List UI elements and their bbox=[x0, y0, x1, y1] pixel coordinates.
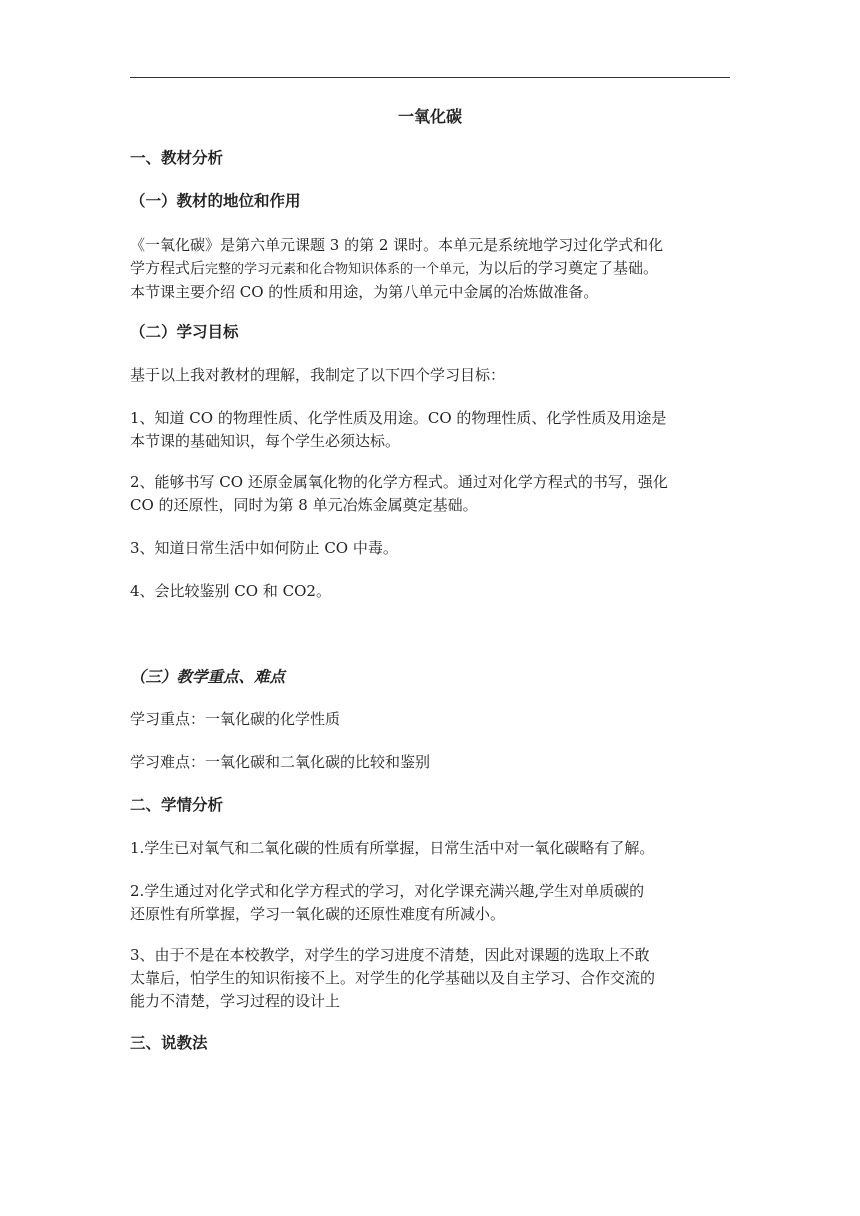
analysis-2 bbox=[130, 880, 730, 926]
text-line: 1、知道 CO 的物理性质、化学性质及用途。CO 的物理性质、化学性质及用途是 bbox=[130, 409, 667, 427]
text-line: 本节课的基础知识，每个学生必须达标。 bbox=[130, 432, 401, 450]
text-line: CO 的还原性，同时为第 8 单元冶炼金属奠定基础。 bbox=[130, 496, 478, 514]
text-span: 学方程式后 bbox=[130, 259, 206, 277]
text-span: 为以后的学习奠定了基础。 bbox=[478, 259, 659, 277]
goal-2 bbox=[130, 471, 730, 517]
subsection-heading-3: （三）教学重点、难点 bbox=[130, 668, 286, 686]
difficulty: 学习难点：一氧化碳和二氧化碳的比较和鉴别 bbox=[130, 753, 431, 771]
goal-1 bbox=[130, 407, 730, 453]
section-heading-1: 一、教材分析 bbox=[130, 149, 224, 167]
text-line: 2、能够书写 CO 还原金属氧化物的化学方程式。通过对化学方程式的书写，强化 bbox=[130, 473, 668, 491]
text-line: 2.学生通过对化学式和化学方程式的学习，对化学课充满兴趣,学生对单质碳的 bbox=[130, 882, 645, 900]
section-heading-2: 二、学情分析 bbox=[130, 796, 224, 814]
key-point: 学习重点：一氧化碳的化学性质 bbox=[130, 710, 341, 728]
text-span-small: 完整的学习元素和化合物知识体系的一个单元， bbox=[205, 262, 479, 277]
goals-intro: 基于以上我对教材的理解，我制定了以下四个学习目标： bbox=[130, 366, 506, 384]
subsection-heading-2: （二）学习目标 bbox=[130, 323, 239, 341]
text-line bbox=[130, 257, 730, 281]
text-line: 能力不清楚，学习过程的设计上 bbox=[130, 992, 341, 1010]
goal-3: 3、知道日常生活中如何防止 CO 中毒。 bbox=[130, 539, 398, 557]
goal-4: 4、会比较鉴别 CO 和 CO2。 bbox=[130, 582, 331, 600]
text-line: 本节课主要介绍 CO 的性质和用途，为第八单元中金属的冶炼做准备。 bbox=[130, 283, 599, 301]
section-heading-3: 三、说教法 bbox=[130, 1034, 208, 1052]
subsection-heading-1: （一）教材的地位和作用 bbox=[130, 192, 301, 210]
text-line: 还原性有所掌握，学习一氧化碳的还原性难度有所减小。 bbox=[130, 905, 506, 923]
text-line: 3、由于不是在本校教学，对学生的学习进度不清楚，因此对课题的选取上不敢 bbox=[130, 946, 650, 964]
analysis-3 bbox=[130, 944, 730, 1013]
analysis-1: 1.学生已对氧气和二氧化碳的性质有所掌握，日常生活中对一氧化碳略有了解。 bbox=[130, 839, 655, 857]
doc-title: 一氧化碳 bbox=[397, 107, 462, 126]
text-line: 《一氧化碳》是第六单元课题 3 的第 2 课时。本单元是系统地学习过化学式和化 bbox=[130, 236, 664, 254]
text-line: 太靠后，怕学生的知识衔接不上。对学生的化学基础以及自主学习、合作交流的 bbox=[130, 969, 656, 987]
header-rule bbox=[130, 77, 730, 78]
paragraph-position bbox=[130, 234, 730, 304]
